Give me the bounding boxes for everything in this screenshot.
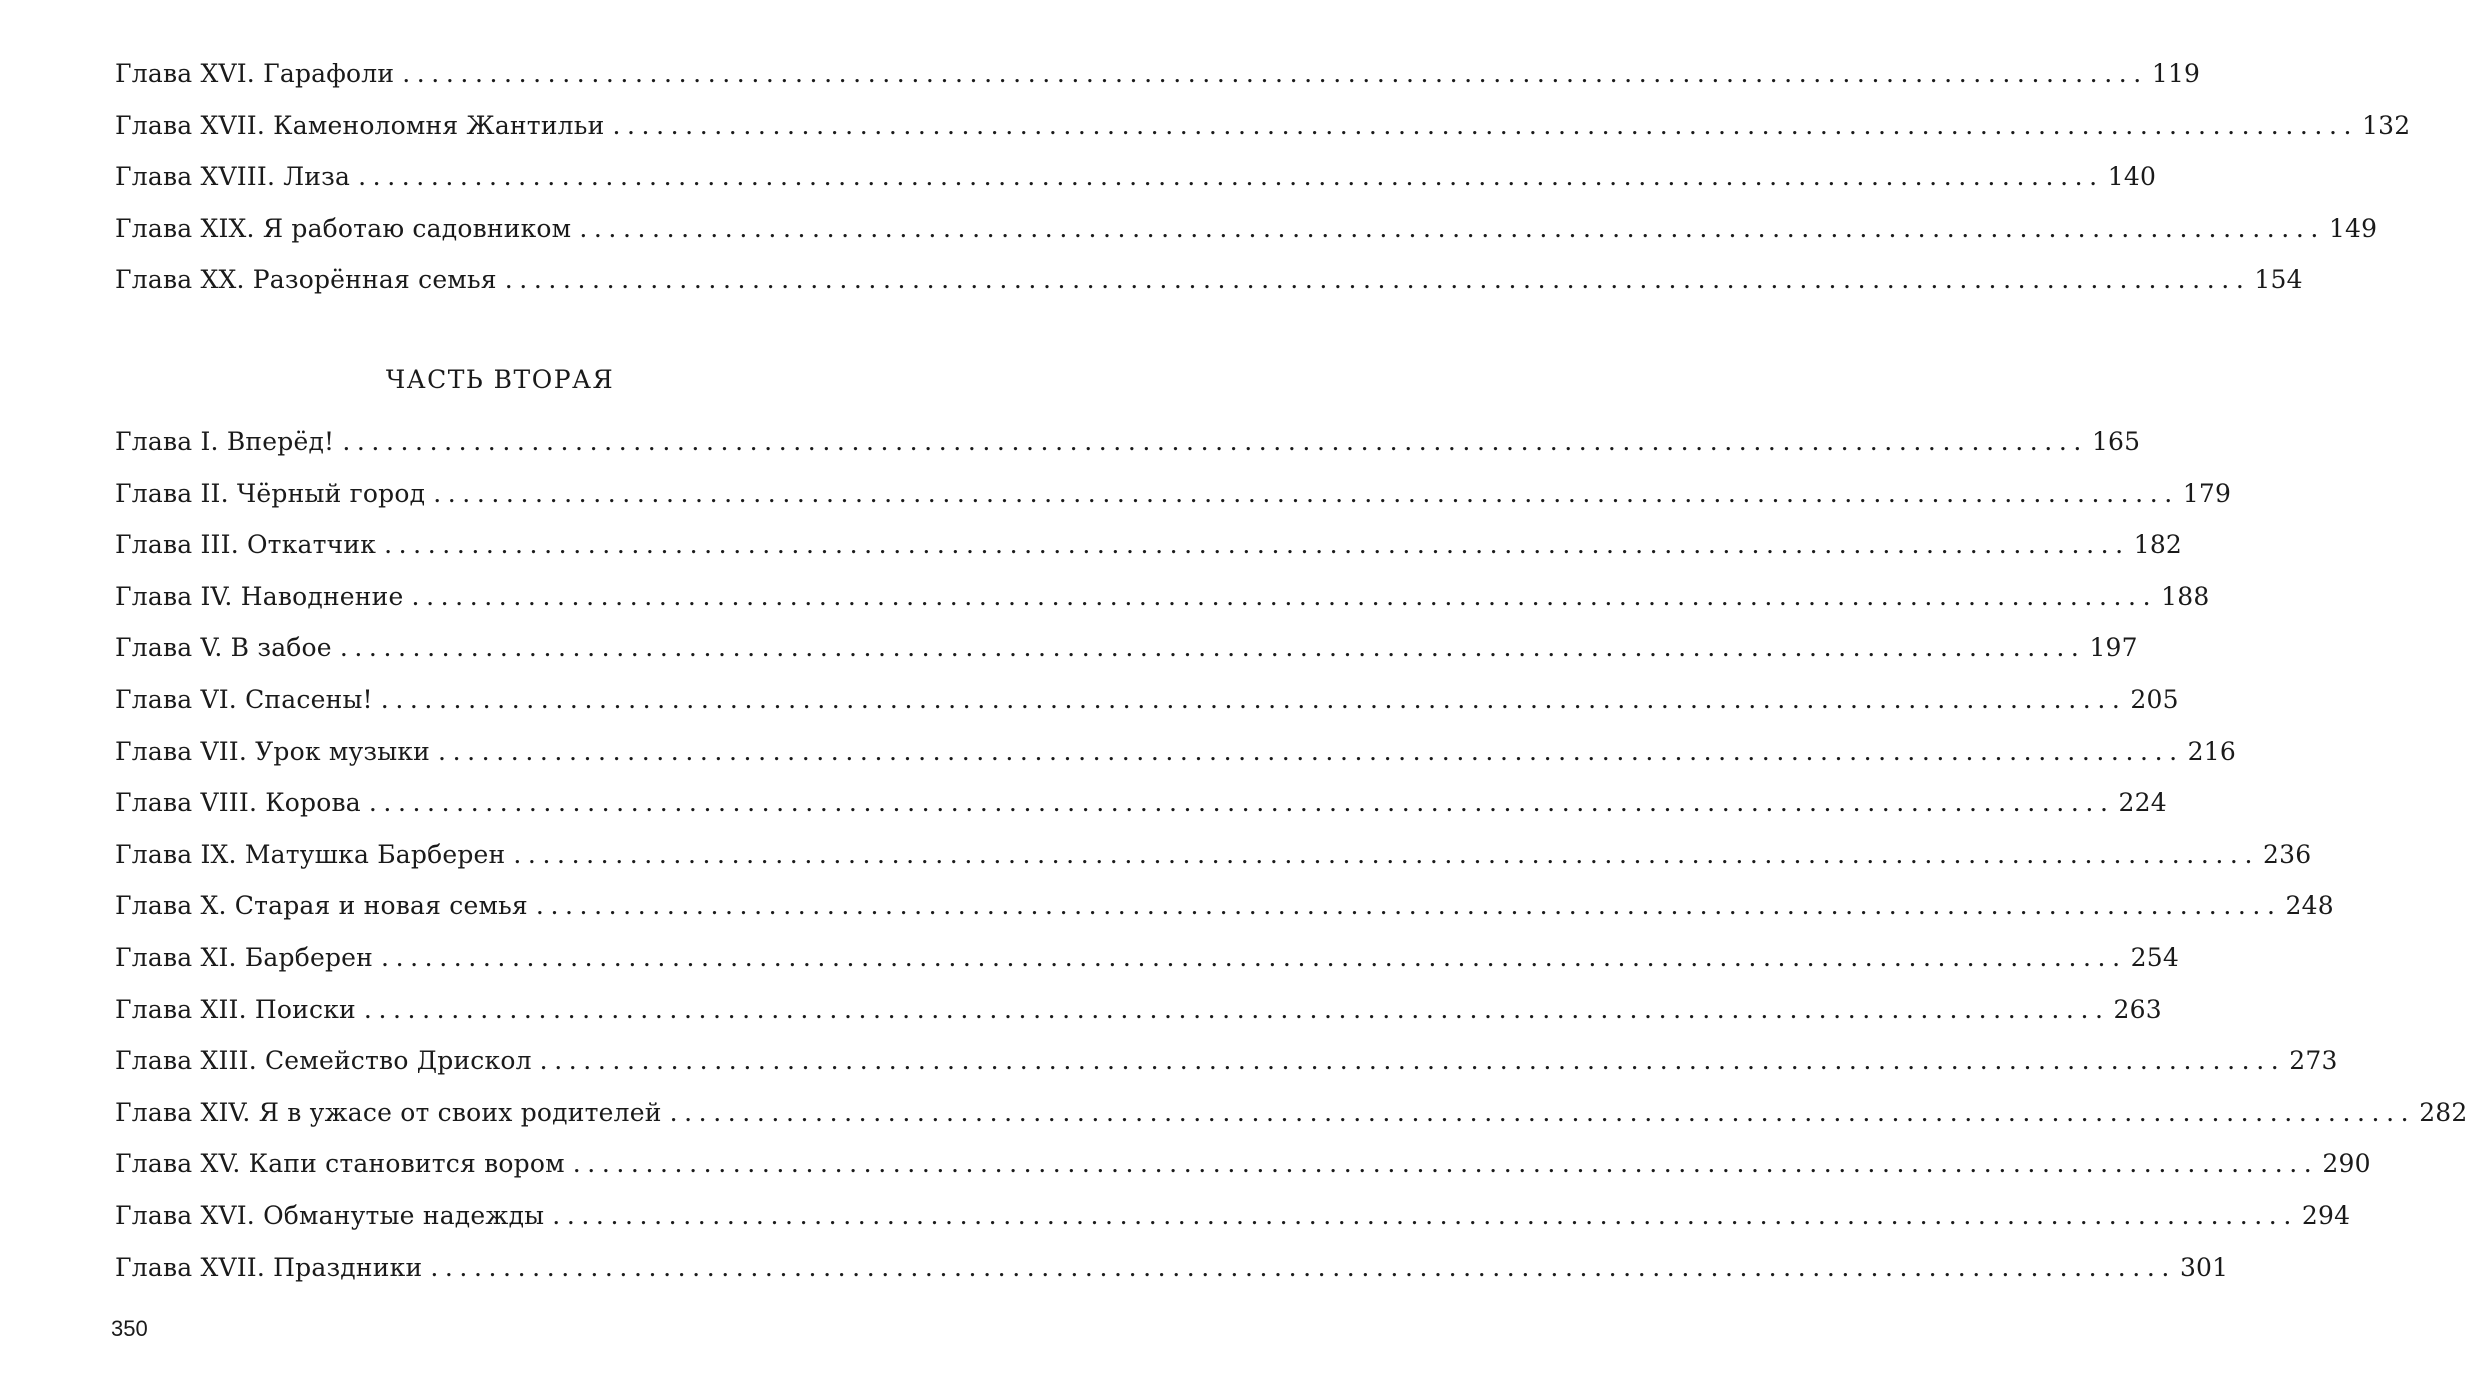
toc-entry-page: 205 — [2130, 684, 2179, 714]
toc-entry-title: Глава XVII. Каменоломня Жантильи — [115, 110, 605, 140]
toc-entry-page: 216 — [2187, 736, 2236, 766]
toc-entry-title: Глава XIX. Я работаю садовником — [115, 213, 572, 243]
dot-leader: ........................................................................................................................ — [535, 891, 2282, 921]
toc-entry-title: Глава XVI. Обманутые надежды — [115, 1200, 545, 1230]
toc-entry-page: 165 — [2091, 427, 2141, 456]
toc-entry — [115, 777, 2167, 829]
toc-entry — [115, 1242, 2229, 1294]
toc-entry-title: Глава XVIII. Лиза — [115, 162, 351, 192]
dot-leader: ........................................................................................................................ — [381, 942, 2127, 972]
toc-entry-page: 224 — [2118, 788, 2167, 818]
toc-entry-page: 149 — [2328, 213, 2378, 243]
dot-leader: ........................................................................................................................ — [504, 265, 2251, 295]
dot-leader: ........................................................................................................................ — [579, 213, 2325, 243]
dot-leader: ........................................................................................................................ — [368, 788, 2115, 818]
toc-entry-title: Глава VI. Спасены! — [115, 684, 373, 714]
dot-leader: ........................................................................................................................ — [513, 839, 2260, 869]
dot-leader: ........................................................................................................................ — [380, 684, 2127, 714]
toc-entry — [115, 254, 2303, 306]
toc-entry-page: 119 — [2151, 59, 2201, 88]
page-number: 350 — [111, 1316, 148, 1341]
toc-entry — [115, 726, 2236, 778]
toc-entry — [115, 932, 2179, 984]
toc-entry-title: Глава XV. Капи становится вором — [115, 1149, 565, 1179]
toc-entry-page: 154 — [2254, 265, 2303, 295]
toc-entry-title: Глава XVII. Праздники — [115, 1252, 423, 1282]
dot-leader: ........................................................................................................................ — [572, 1149, 2319, 1179]
toc-entry-title: Глава IX. Матушка Барберен — [115, 839, 506, 869]
toc-entry-page: 236 — [2263, 839, 2312, 869]
toc-entry-page: 182 — [2133, 530, 2183, 560]
toc-entry — [115, 984, 2162, 1036]
dot-leader: ........................................................................................................................ — [339, 633, 2086, 663]
dot-leader: ........................................................................................................................ — [438, 736, 2184, 766]
toc-entry-title: Глава XIV. Я в ужасе от своих родителей — [115, 1097, 662, 1127]
toc-entry-title: Глава III. Откатчик — [115, 530, 377, 560]
toc-entry-page: 263 — [2113, 994, 2162, 1024]
toc-part-two — [115, 416, 2468, 1293]
toc-entry — [115, 519, 2183, 571]
toc-entry-page: 248 — [2285, 891, 2334, 921]
toc-entry-title: Глава X. Старая и новая семья — [115, 891, 528, 921]
dot-leader: ........................................................................................................................ — [433, 478, 2179, 508]
dot-leader: ........................................................................................................................ — [669, 1097, 2416, 1127]
toc-entry-title: Глава XVI. Гарафоли — [115, 59, 395, 88]
dot-leader: ........................................................................................................................ — [411, 581, 2158, 611]
toc-entry-page: 282 — [2419, 1097, 2468, 1127]
dot-leader: ........................................................................................................................ — [539, 1046, 2286, 1076]
toc-entry — [115, 1087, 2468, 1139]
toc-entry-title: Глава XIII. Семейство Дрискол — [115, 1046, 532, 1076]
toc-entry — [115, 674, 2179, 726]
toc-entry — [115, 151, 2157, 203]
toc-entry-title: Глава VIII. Корова — [115, 788, 361, 818]
toc-entry — [115, 622, 2138, 674]
dot-leader: ........................................................................................................................ — [402, 59, 2148, 88]
dot-leader: ........................................................................................................................ — [430, 1252, 2176, 1282]
toc-entry-page: 132 — [2362, 110, 2411, 140]
toc-entry-page: 254 — [2130, 942, 2179, 972]
dot-leader: ........................................................................................................................ — [552, 1200, 2298, 1230]
toc-entry — [115, 416, 2141, 468]
toc-entry-page: 197 — [2089, 633, 2138, 663]
toc-part-one — [115, 48, 2411, 306]
toc-entry — [115, 1138, 2371, 1190]
toc-entry-title: Глава V. В забое — [115, 633, 332, 663]
toc-entry-title: Глава II. Чёрный город — [115, 478, 426, 508]
toc-entry — [115, 100, 2411, 152]
toc-entry-page: 140 — [2107, 162, 2157, 192]
toc-entry-page: 273 — [2289, 1046, 2338, 1076]
toc-entry-page: 301 — [2179, 1252, 2229, 1282]
toc-entry — [115, 829, 2312, 881]
toc-entry — [115, 1190, 2351, 1242]
toc-entry-title: Глава IV. Наводнение — [115, 581, 404, 611]
toc-entry-page: 179 — [2182, 478, 2232, 508]
toc-entry-title: Глава XII. Поиски — [115, 994, 356, 1024]
toc-entry — [115, 48, 2201, 100]
toc-entry-page: 188 — [2161, 581, 2210, 611]
dot-leader: ........................................................................................................................ — [363, 994, 2110, 1024]
toc-entry-title: Глава XX. Разорённая семья — [115, 265, 497, 295]
dot-leader: ........................................................................................................................ — [342, 427, 2088, 456]
toc-entry-title: Глава XI. Барберен — [115, 942, 374, 972]
toc-entry — [115, 1035, 2338, 1087]
dot-leader: ........................................................................................................................ — [384, 530, 2130, 560]
toc-entry — [115, 203, 2378, 255]
part-heading: ЧАСТЬ ВТОРАЯ — [385, 365, 615, 394]
toc-entry-title: Глава I. Вперёд! — [115, 427, 335, 456]
toc-entry — [115, 571, 2210, 623]
toc-entry-page: 290 — [2322, 1149, 2371, 1179]
dot-leader: ........................................................................................................................ — [612, 110, 2359, 140]
toc-entry-title: Глава VII. Урок музыки — [115, 736, 431, 766]
toc-entry-page: 294 — [2301, 1200, 2351, 1230]
dot-leader: ........................................................................................................................ — [358, 162, 2104, 192]
toc-entry — [115, 468, 2232, 520]
toc-entry — [115, 880, 2334, 932]
